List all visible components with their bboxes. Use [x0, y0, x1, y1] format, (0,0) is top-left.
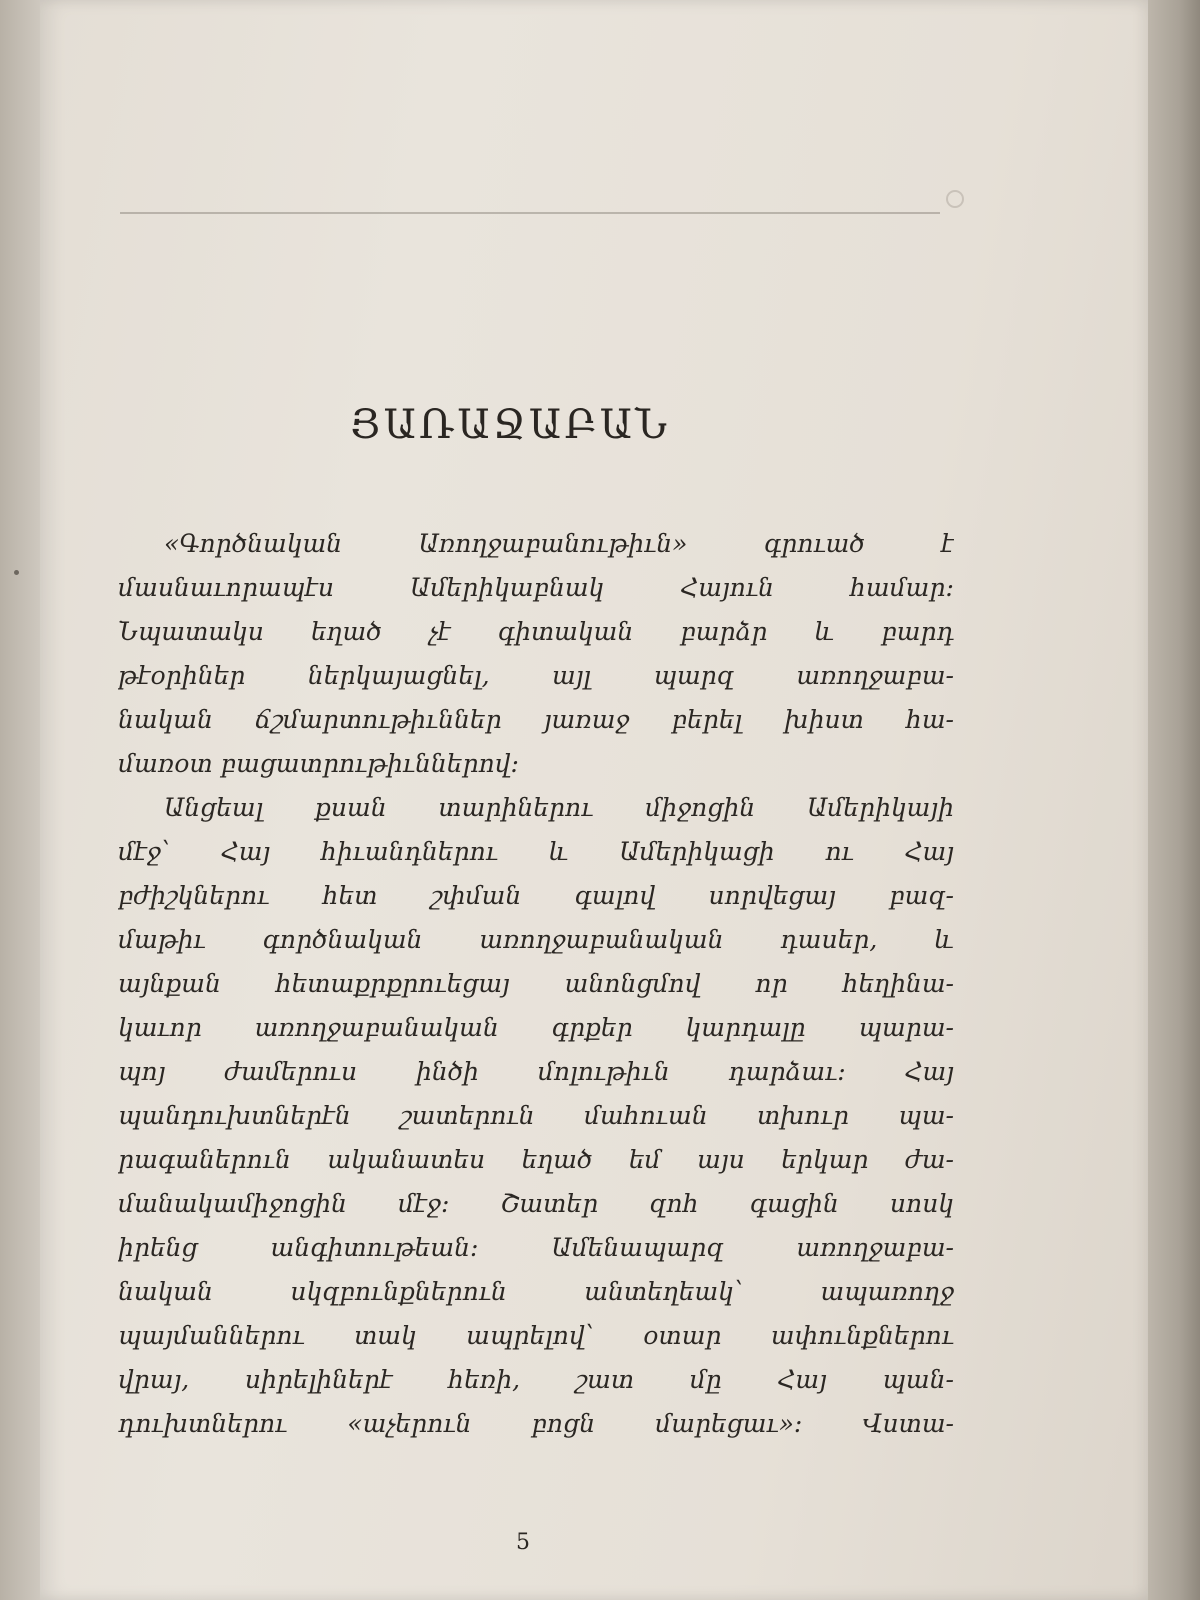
text-line: կաւոր առողջաբանական գրքեր կարդալը պարա-	[118, 1013, 954, 1042]
text-line: մաթիւ գործնական առողջաբանական դասեր, և	[118, 925, 954, 954]
text-line: թէօրիներ ներկայացնել, այլ պարզ առողջաբա-	[118, 661, 954, 690]
chapter-title: ՅԱՌԱՋԱԲԱՆ	[350, 402, 670, 448]
left-page-shadow	[0, 0, 40, 1600]
body-text	[118, 522, 954, 1446]
text-line: մասնաւորապէս Ամերիկաբնակ Հայուն համար։	[118, 573, 954, 602]
text-line: Նպատակս եղած չէ գիտական բարձր և բարդ	[118, 617, 954, 646]
show-through-mark	[946, 190, 964, 208]
text-line: «Գործնական Առողջաբանութիւն» գրուած է	[164, 529, 954, 558]
show-through-rule	[120, 212, 940, 214]
text-line: րագաներուն ականատես եղած եմ այս երկար ժա-	[118, 1145, 954, 1174]
page-number: 5	[516, 1530, 530, 1555]
text-line: նական ճշմարտութիւններ յառաջ բերել խիստ հա-	[118, 705, 954, 734]
text-line: դուխտներու «աչերուն բոցն մարեցաւ»։ Վստա-	[118, 1409, 954, 1438]
text-line: բժիշկներու հետ շփման գալով սորվեցայ բազ-	[118, 881, 954, 910]
text-line: պայմաններու տակ ապրելով՝ օտար ափունքներու	[118, 1321, 954, 1350]
speck	[14, 570, 19, 575]
text-line: նական սկզբունքներուն անտեղեակ՝ ապառողջ	[118, 1277, 954, 1306]
text-line: մանակամիջոցին մէջ։ Շատեր զոհ գացին սոսկ	[118, 1189, 954, 1218]
text-line: վրայ, սիրելիներէ հեռի, շատ մը Հայ պան-	[118, 1365, 954, 1394]
text-line: մէջ՝ Հայ հիւանդներու և Ամերիկացի ու Հայ	[118, 837, 954, 866]
text-line: այնքան հետաքրքրուեցայ անոնցմով որ հեղինա-	[118, 969, 954, 998]
text-line: մառօտ բացատրութիւններով։	[118, 749, 520, 778]
page-stack-edge	[1148, 0, 1200, 1600]
text-line: իրենց անգիտութեան։ Ամենապարզ առողջաբա-	[118, 1233, 954, 1262]
text-line: Անցեալ քսան տարիներու միջոցին Ամերիկայի	[164, 793, 954, 822]
text-line: պանդուխտներէն շատերուն մահուան տխուր պա-	[118, 1101, 954, 1130]
text-line: պոյ ժամերուս ինծի մոլութիւն դարձաւ։ Հայ	[118, 1057, 954, 1086]
